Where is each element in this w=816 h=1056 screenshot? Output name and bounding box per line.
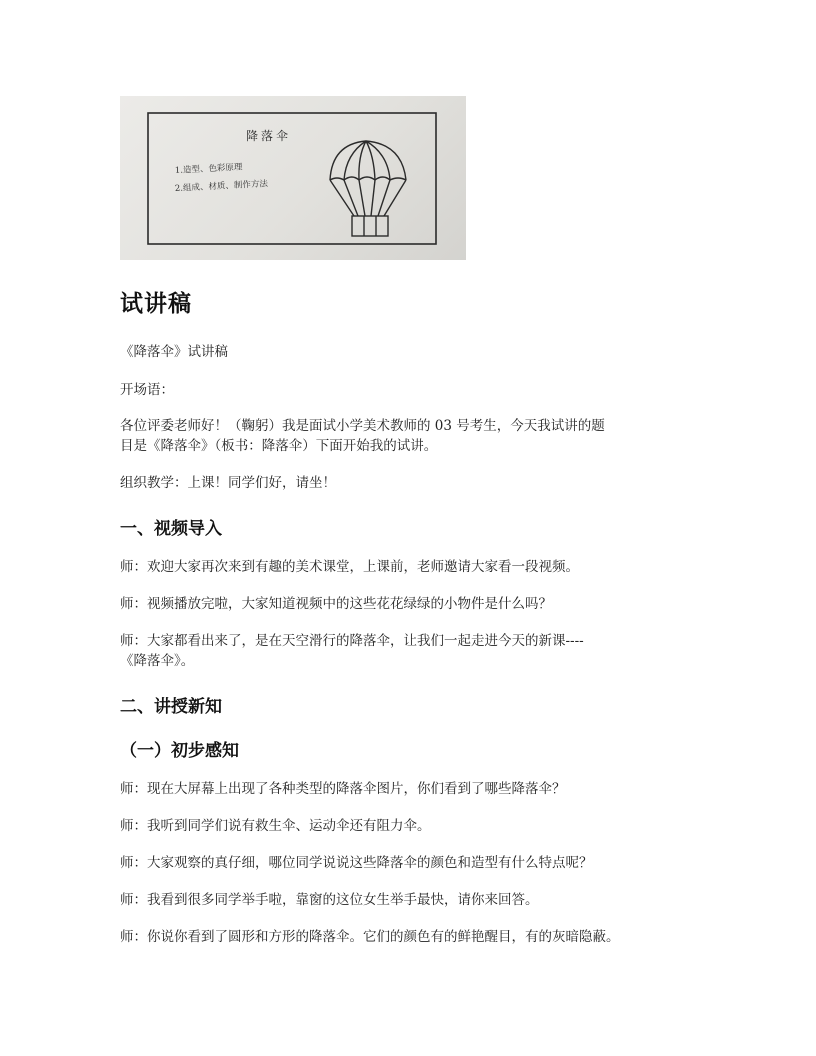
document-title: 试讲稿 (120, 291, 192, 317)
teacher-paragraph: 师：欢迎大家再次来到有趣的美术课堂，上课前，老师邀请大家看一段视频。 (120, 559, 579, 575)
board-line-1: 1.造型、色彩原理 (174, 162, 243, 176)
lesson-title-paragraph: 《降落伞》试讲稿 (120, 344, 228, 360)
section-heading-new-knowledge: 二、讲授新知 (120, 697, 222, 717)
opening-paragraph-line-1: 各位评委老师好！（鞠躬）我是面试小学美术教师的 03 号考生，今天我试讲的题 (120, 418, 605, 434)
teacher-paragraph: 师：大家观察的真仔细，哪位同学说说这些降落伞的颜色和造型有什么特点呢？ (120, 855, 593, 871)
teacher-paragraph: 师：我听到同学们说有救生伞、运动伞还有阻力伞。 (120, 818, 431, 834)
parachute-sketch-image (120, 96, 466, 260)
teacher-paragraph: 师：视频播放完啦，大家知道视频中的这些花花绿绿的小物件是什么吗？ (120, 596, 552, 612)
organize-teaching-paragraph: 组织教学：上课！同学们好，请坐！ (120, 475, 336, 491)
opening-label-paragraph: 开场语： (120, 382, 174, 398)
subsection-heading-initial-perception: （一）初步感知 (120, 741, 239, 761)
teacher-paragraph-line-1: 师：大家都看出来了，是在天空滑行的降落伞，让我们一起走进今天的新课---- (120, 633, 584, 649)
teacher-paragraph: 师：我看到很多同学举手啦，靠窗的这位女生举手最快，请你来回答。 (120, 892, 539, 908)
section-heading-video-intro: 一、视频导入 (120, 519, 222, 539)
parachute-drawing (330, 141, 406, 236)
teacher-paragraph-line-2: 《降落伞》。 (120, 653, 195, 669)
teacher-paragraph: 师：你说你看到了圆形和方形的降落伞。它们的颜色有的鲜艳醒目，有的灰暗隐蔽。 (120, 929, 620, 945)
teacher-paragraph: 师：现在大屏幕上出现了各种类型的降落伞图片，你们看到了哪些降落伞？ (120, 781, 566, 797)
board-line-2: 2.组成、材质、制作方法 (174, 179, 269, 194)
blackboard-photo (120, 96, 466, 260)
opening-paragraph-line-2: 目是《降落伞》（板书：降落伞）下面开始我的试讲。 (120, 438, 438, 454)
board-title: 降落伞 (246, 129, 292, 143)
